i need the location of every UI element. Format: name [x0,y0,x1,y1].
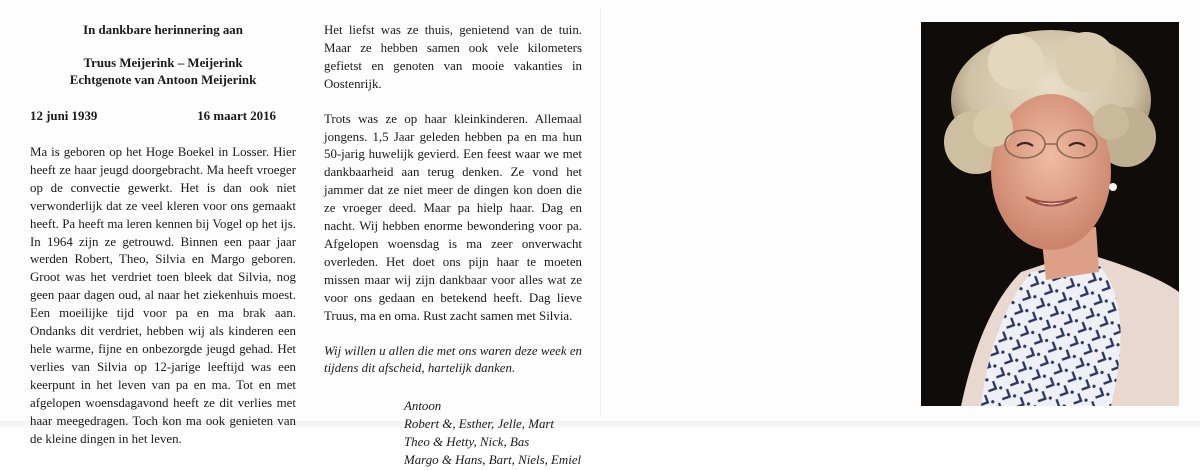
biography-line: vroeger op de convectie gewerkt. Het is dan ook [30,162,296,195]
biography-line: ook genieten van de kleine dingen in het leven. [30,413,296,446]
biography-line: ma. Tot en met afgelopen woensdagavond heeft [30,377,296,410]
portrait-photo [921,22,1179,406]
life-dates [30,109,296,124]
biography-line: leeftijd was een keerpunt in het leven van pa en [30,359,296,392]
biography-line: op het ijs. In 1964 zijn ze getrouwd. Binnen een [30,216,296,249]
biography-paragraph [30,144,296,448]
signature-line: Margo & Hans, Bart, Niels, Emiel [404,452,582,467]
signature-line: Antoon [404,399,442,414]
biography-line: jeugd gehad. Het verlies van Silvia op 12-jarige [30,341,296,374]
paragraph-grandchildren: Trots was ze op haar kleinkinderen. Allemaal jongens. 1,5 Jaar geleden hebben pa en ma hun 50-jarig huwelijk gevierd. Een feest waar we met dankbaarheid aan terug denken. Ze vond het jammer dat ze niet meer de dingen kon doen die ze vroeger deed. Maar pa hielp haar. Dag en nacht. Wij hebben enorme bewondering voor pa. Afgelopen woensdag is ma zeer onverwacht overleden. Het doet ons pijn haar te moeten missen maar wij zijn dankbaar voor alles wat ze voor ons gedaan en betekend heeft. Dag lieve Truus, ma en oma. Rust zacht samen met Silvia. [324,111,582,323]
signature-list [404,398,582,469]
biography-line: Silvia, nog geen paar dagen oud, al naar het [30,270,296,303]
biography-line: ma brak aan. Ondanks dit verdriet, hebben wij [30,306,296,339]
portrait-illustration [921,22,1179,406]
biography-line: Ma is geboren op het Hoge Boekel in Losser. [30,145,270,159]
spouse-line: Echtgenote van Antoon Meijerink [69,73,257,87]
death-date: 16 maart 2016 [197,109,276,123]
biography-line: geboren. Groot was het verdriet toen bleek dat [30,252,296,285]
biography-text [30,144,296,448]
biography-line: paar jaar werden Robert, Theo, Silvia en Margo [30,234,296,267]
birth-date: 12 juni 1939 [30,109,98,123]
biography-line: gemaakt heeft. Pa heeft ma leren kennen bij Vogel [30,198,296,231]
left-column [30,18,296,448]
signature-line: Robert &, Esther, Jelle, Mart [404,417,555,432]
biography-line: niet verwonderlijk dat ze veel kleren voor ons [30,180,296,213]
intro-heading: In dankbare herinnering aan [83,23,243,37]
signature-line: Theo & Hetty, Nick, Bas [404,434,530,449]
biography-line: Hier heeft ze haar jeugd doorgebracht. Ma heeft [30,145,296,177]
paragraph-garden: Het liefst was ze thuis, genietend van de tuin. Maar ze hebben samen ook vele kilometers gefietst en genoten van mooie vakanties in Oostenrijk. [324,23,582,91]
middle-column [324,22,582,470]
biography-line: ze dit verlies met haar meegedragen. Toch kon ma [30,395,296,428]
thanks-text: Wij willen u allen die met ons waren deze week en tijdens dit afscheid, hartelijk danken. [324,343,582,376]
biography-line: als kinderen een hele warme, fijne en onbezorgde [30,324,296,356]
fold-line [600,8,601,418]
biography-line: ziekenhuis moest. Een moeilijke tijd voor pa en [30,288,296,321]
deceased-name: Truus Meijerink – Meijerink [83,56,243,70]
